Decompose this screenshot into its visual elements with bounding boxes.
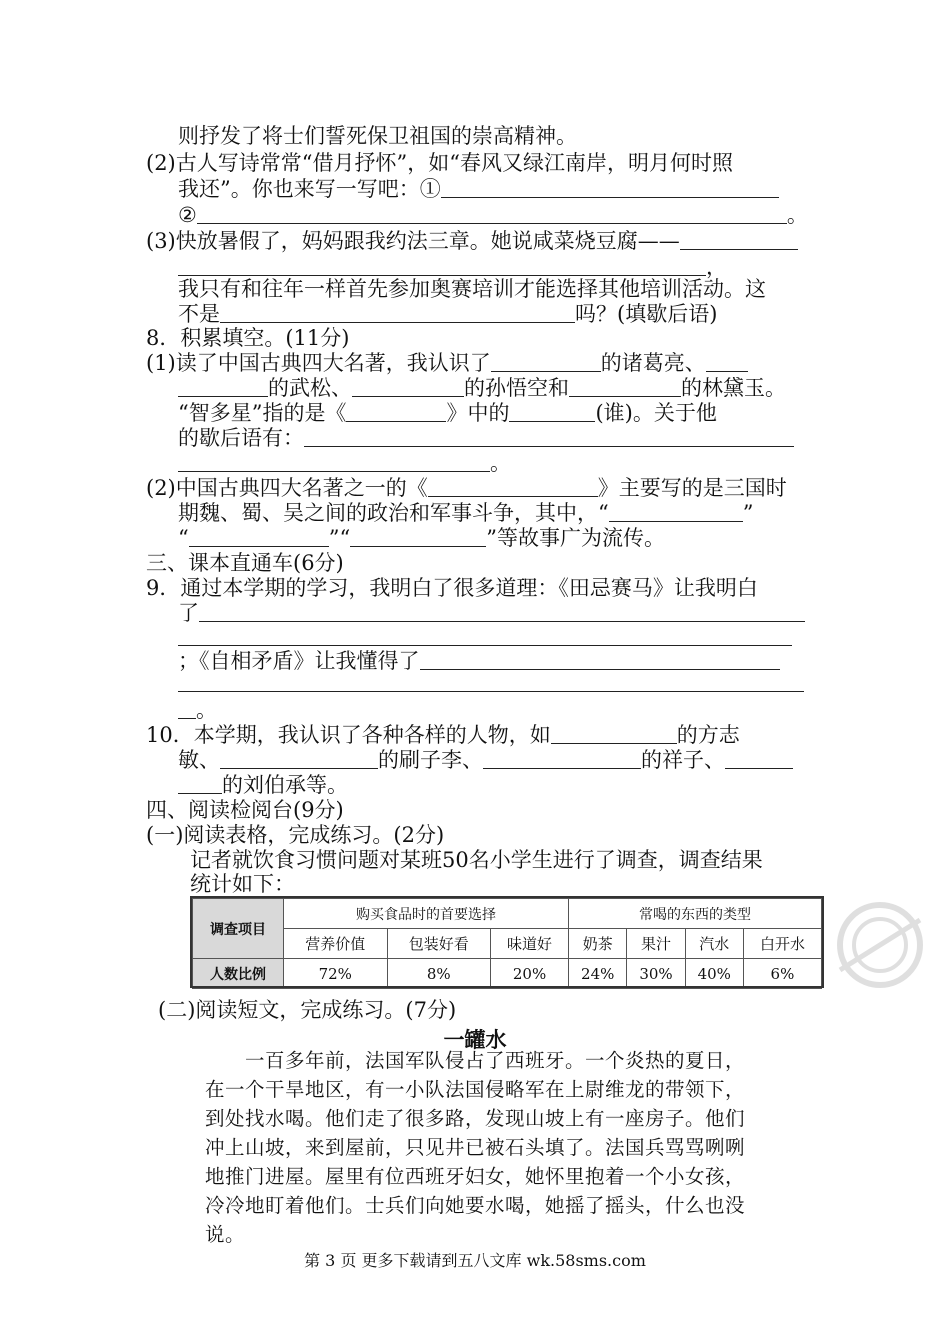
- answer-blank[interactable]: [178, 451, 490, 472]
- passage-line: 冷冷地盯着他们。士兵们向她要水喝，她摇了摇头，什么也没: [205, 1194, 746, 1217]
- table-group-header: 常喝的东西的类型: [569, 899, 822, 929]
- answer-blank[interactable]: [680, 229, 798, 250]
- answer-blank[interactable]: [197, 203, 787, 224]
- q7-p3-line-c: 我只有和往年一样首先参加奥赛培训才能选择其他培训活动。这: [178, 277, 766, 301]
- passage-line: 地推门进屋。屋里有位西班牙妇女，她怀里抱着一个小女孩，: [205, 1165, 746, 1188]
- reading1-heading: (一)阅读表格，完成练习。(2分): [146, 823, 445, 847]
- q8-p1-line-b: 的武松、 的孙悟空和 的林黛玉。: [178, 375, 786, 401]
- passage-line: 一百多年前，法国军队侵占了西班牙。一个炎热的夏日，: [205, 1049, 746, 1072]
- answer-blank[interactable]: [609, 501, 743, 522]
- q8-p1-line-c: “智多星”指的是《 》中的 (谁)。关于他: [178, 401, 717, 425]
- section4-heading: 四、阅读检阅台(9分): [146, 798, 344, 822]
- q7-p3-line-a: (3)快放暑假了，妈妈跟我约法三章。她说咸菜烧豆腐——: [146, 228, 798, 254]
- table-cell: 72%: [284, 959, 388, 989]
- q8-p1-line-d: 的歇后语有：: [178, 425, 794, 451]
- answer-blank[interactable]: [220, 302, 575, 323]
- q10-line-b: 敏、 的刷子李、 的祥子、: [178, 747, 793, 773]
- q9-line-d: ；《自相矛盾》让我懂得了: [178, 648, 780, 674]
- passage-line: 在一个干旱地区，有一小队法国侵略军在上尉维龙的带领下，: [205, 1078, 746, 1101]
- answer-blank[interactable]: [441, 177, 779, 198]
- survey-table: [192, 898, 822, 989]
- table-column-header: 白开水: [743, 929, 821, 959]
- answer-blank[interactable]: [706, 351, 748, 372]
- q7-p3-line-b: ，: [178, 254, 727, 280]
- q10-line-a: 10．本学期，我认识了各种各样的人物，如 的方志: [146, 723, 740, 747]
- answer-blank[interactable]: [178, 255, 706, 276]
- table-group-header: 购买食品时的首要选择: [284, 899, 569, 929]
- q7-p3-line-d: 不是 吗？(填歇后语): [178, 302, 718, 326]
- q8-heading: 8．积累填空。(11分): [146, 326, 350, 350]
- answer-blank[interactable]: [509, 401, 595, 422]
- passage-line: 说。: [205, 1223, 246, 1246]
- answer-blank[interactable]: [491, 351, 601, 372]
- table-cell: 8%: [387, 959, 491, 989]
- passage-title: 一罐水: [443, 1028, 507, 1052]
- reading2-heading: (二)阅读短文，完成练习。(7分): [158, 998, 457, 1022]
- answer-blank[interactable]: [569, 376, 681, 397]
- table-cell: 20%: [491, 959, 569, 989]
- answer-blank[interactable]: [178, 645, 792, 646]
- answer-blank[interactable]: [350, 526, 486, 547]
- passage-line: 冲上山坡，来到屋前，只见井已被石头填了。法国兵骂骂咧咧: [205, 1136, 746, 1159]
- table-column-header: 奶茶: [569, 929, 627, 959]
- answer-blank[interactable]: [428, 476, 598, 497]
- table-cell: 30%: [627, 959, 685, 989]
- section3-heading: 三、课本直通车(6分): [146, 551, 344, 575]
- answer-blank[interactable]: [346, 401, 446, 422]
- answer-blank[interactable]: [178, 691, 804, 692]
- q9-line-a: 9．通过本学期的学习，我明白了很多道理：《田忌赛马》让我明白: [146, 576, 758, 600]
- table-cell: 40%: [685, 959, 743, 989]
- watermark-seal-icon: [820, 900, 930, 990]
- answer-blank[interactable]: [178, 773, 222, 794]
- q7-p2-line-a: (2)古人写诗常常“借月抒怀”，如“春风又绿江南岸，明月何时照: [146, 151, 733, 175]
- table-row-header: 调查项目: [193, 899, 284, 959]
- answer-blank[interactable]: [178, 376, 268, 397]
- table-cell: 24%: [569, 959, 627, 989]
- table-column-header: 味道好: [491, 929, 569, 959]
- table-column-header: 汽水: [685, 929, 743, 959]
- page-footer: 第 3 页 更多下载请到五八文库 wk.58sms.com: [304, 1251, 646, 1270]
- answer-blank[interactable]: [178, 698, 196, 719]
- answer-blank[interactable]: [551, 723, 677, 744]
- table-cell: 6%: [743, 959, 821, 989]
- q7-p2-line-b: 我还”。你也来写一写吧：①: [178, 176, 779, 202]
- answer-blank[interactable]: [725, 748, 793, 769]
- answer-blank[interactable]: [199, 601, 805, 622]
- reading1-intro-2: 统计如下：: [190, 872, 295, 896]
- table-column-header: 营养价值: [284, 929, 388, 959]
- q7-p2-line-c: ② 。: [178, 203, 808, 227]
- q8-p2-line-b: 期魏、蜀、吴之间的政治和军事斗争，其中，“ ”: [178, 501, 754, 525]
- table-column-header: 包装好看: [387, 929, 491, 959]
- q8-p2-line-c: “ ”“ ”等故事广为流传。: [178, 526, 665, 550]
- q8-p2-line-a: (2)中国古典四大名著之一的《 》主要写的是三国时: [146, 476, 787, 500]
- answer-blank[interactable]: [420, 649, 780, 670]
- q8-p1-line-a: (1)读了中国古典四大名著，我认识了 的诸葛亮、: [146, 350, 748, 376]
- q8-p1-line-e: 。: [178, 450, 511, 476]
- answer-blank[interactable]: [189, 526, 329, 547]
- answer-blank[interactable]: [304, 426, 794, 447]
- table-row-header: 人数比例: [193, 959, 284, 989]
- q10-line-c: 的刘伯承等。: [178, 772, 348, 798]
- q7-line1: 则抒发了将士们誓死保卫祖国的崇高精神。: [178, 124, 577, 148]
- table-column-header: 果汁: [627, 929, 685, 959]
- answer-blank[interactable]: [352, 376, 464, 397]
- q9-line-b: 了: [178, 600, 805, 626]
- q9-line-f: 。: [178, 697, 217, 723]
- answer-blank[interactable]: [483, 748, 641, 769]
- reading1-intro-1: 记者就饮食习惯问题对某班50名小学生进行了调查，调查结果: [190, 848, 763, 872]
- passage-line: 到处找水喝。他们走了很多路，发现山坡上有一座房子。他们: [205, 1107, 746, 1130]
- answer-blank[interactable]: [220, 748, 378, 769]
